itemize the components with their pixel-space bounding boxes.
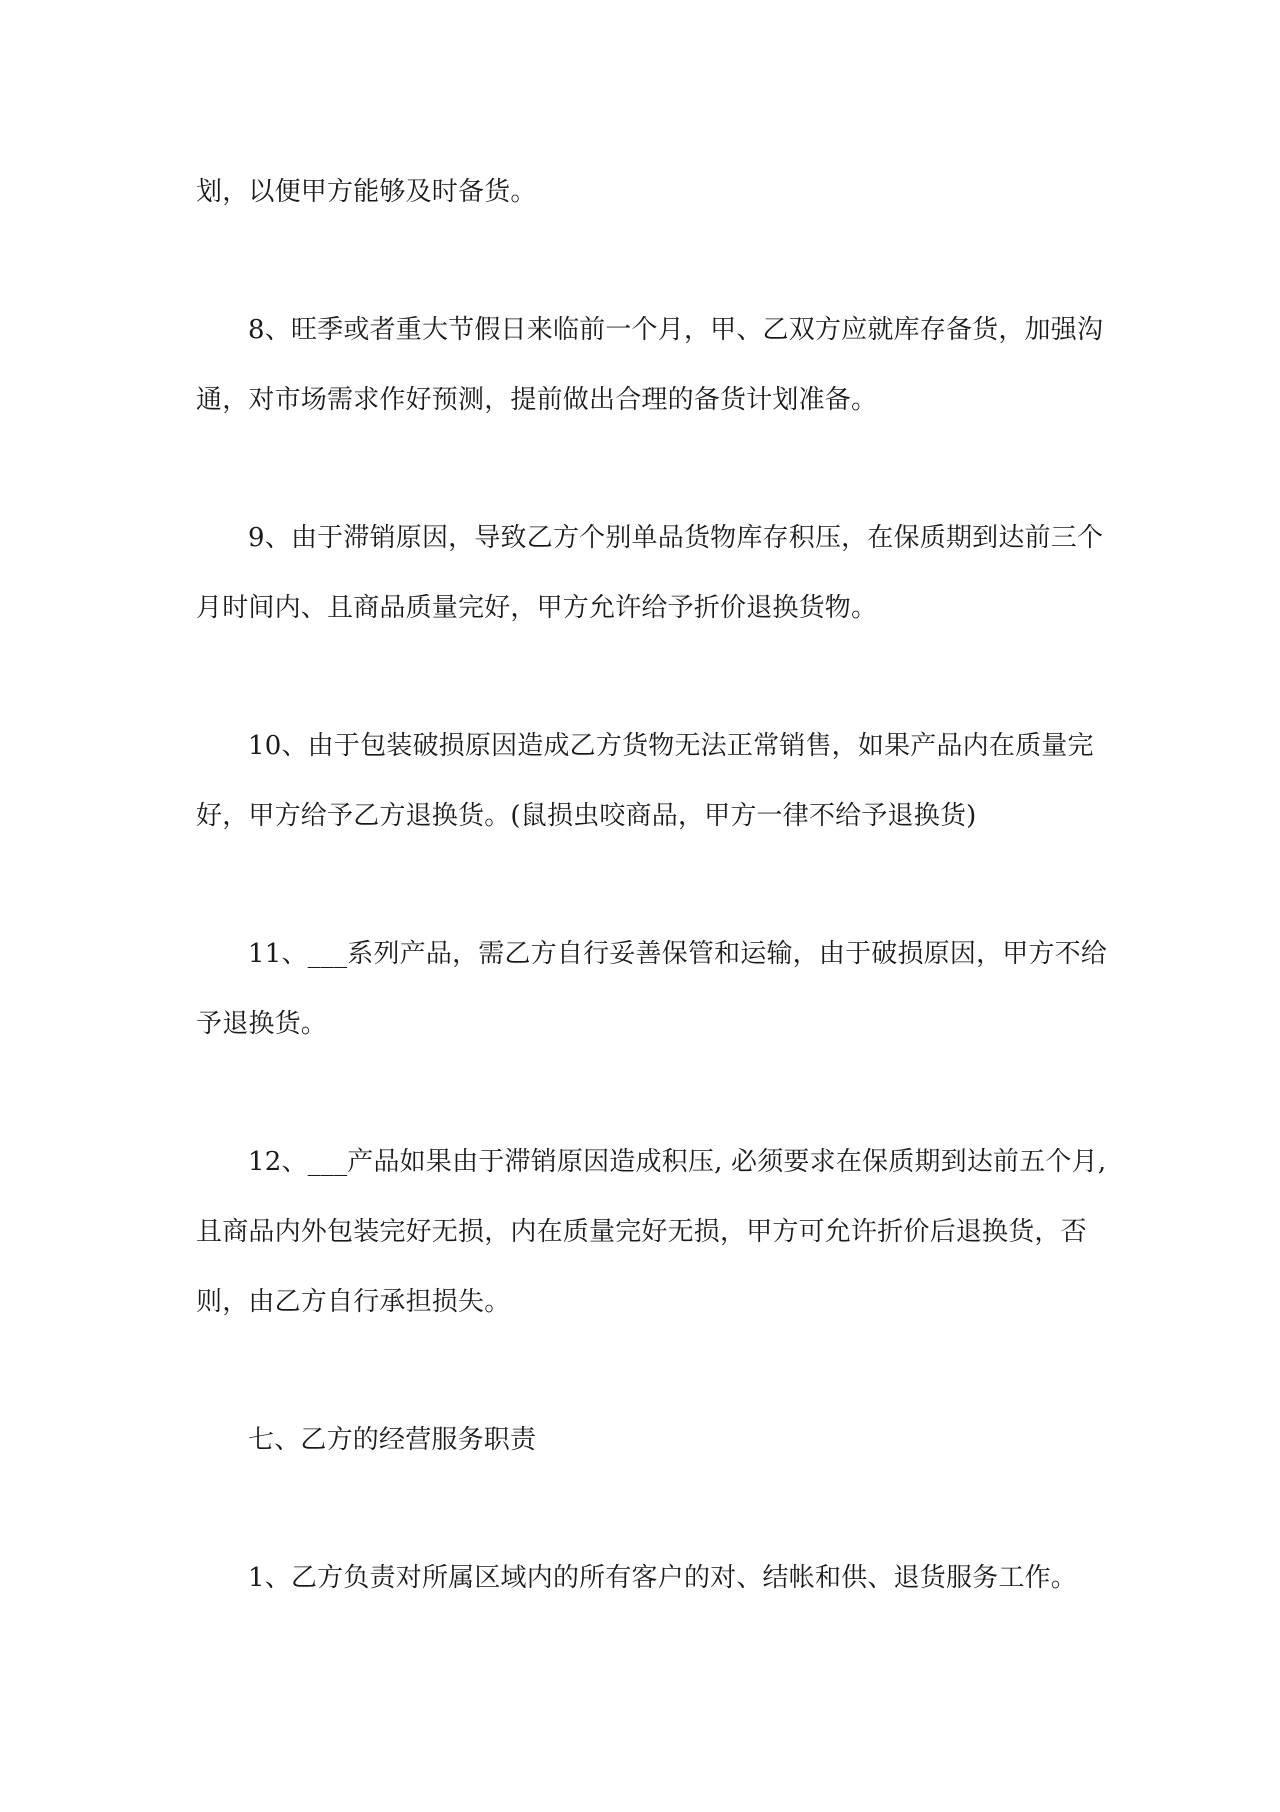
section-7-heading: 七、乙方的经营服务职责 bbox=[248, 1425, 537, 1455]
section-7-clause-1: 1、乙方负责对所属区域内的所有客户的对、结帐和供、退货服务工作。 bbox=[248, 1563, 1077, 1593]
clause-10-line-2: 好，甲方给予乙方退换货。(鼠损虫咬商品，甲方一律不给予退换货) bbox=[196, 801, 977, 831]
clause-11-line-1: 11、___系列产品，需乙方自行妥善保管和运输，由于破损原因，甲方不给 bbox=[248, 939, 1108, 969]
clause-12-line-2: 且商品内外包装完好无损，内在质量完好无损，甲方可允许折价后退换货，否 bbox=[196, 1217, 1087, 1247]
clause-11-line-2: 予退换货。 bbox=[196, 1009, 328, 1039]
clause-9-line-2: 月时间内、且商品质量完好，甲方允许给予折价退换货物。 bbox=[196, 593, 878, 623]
clause-9-line-1: 9、由于滞销原因，导致乙方个别单品货物库存积压，在保质期到达前三个 bbox=[248, 523, 1104, 553]
clause-10-line-1: 10、由于包装破损原因造成乙方货物无法正常销售，如果产品内在质量完 bbox=[248, 731, 1094, 761]
clause-12-line-3: 则，由乙方自行承担损失。 bbox=[196, 1287, 511, 1317]
clause-12-line-1: 12、___产品如果由于滞销原因造成积压, 必须要求在保质期到达前五个月, bbox=[248, 1147, 1107, 1177]
text-line-continuation: 划，以便甲方能够及时备货。 bbox=[196, 177, 537, 207]
clause-8-line-2: 通，对市场需求作好预测，提前做出合理的备货计划准备。 bbox=[196, 385, 878, 415]
clause-8-line-1: 8、旺季或者重大节假日来临前一个月，甲、乙双方应就库存备货，加强沟 bbox=[248, 315, 1104, 345]
